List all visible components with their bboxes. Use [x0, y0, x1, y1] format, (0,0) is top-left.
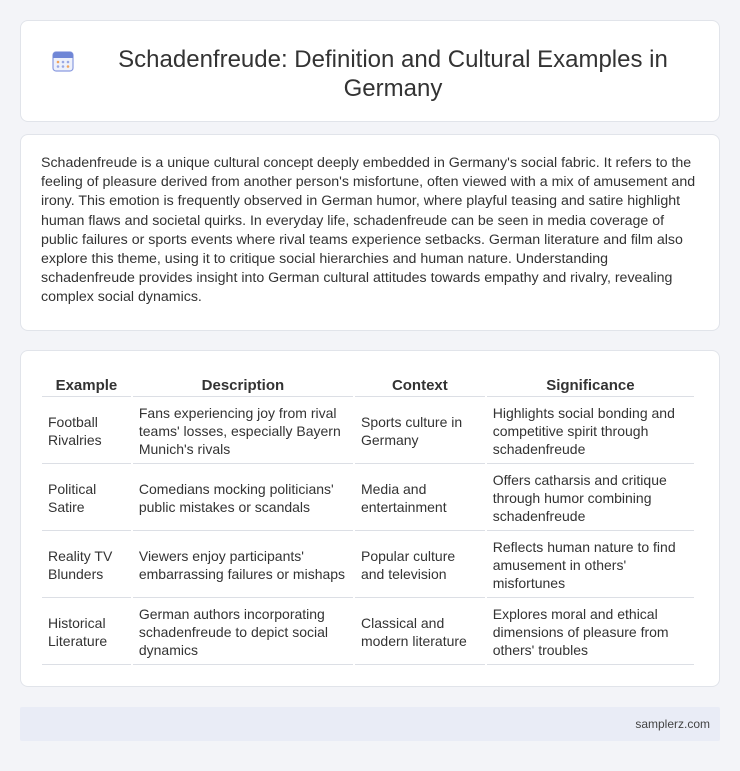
- cell-example: Reality TV Blunders: [42, 531, 131, 598]
- header-significance: Significance: [487, 371, 694, 397]
- table-card: [20, 350, 720, 687]
- table-header-row: [42, 371, 694, 397]
- header-description: Description: [133, 371, 353, 397]
- cell-example: Historical Literature: [42, 598, 131, 665]
- cell-description: Fans experiencing joy from rival teams' losses, especially Bayern Munich's rivals: [133, 397, 353, 464]
- header-example: Example: [42, 371, 131, 397]
- cell-context: Classical and modern literature: [355, 598, 485, 665]
- page-title: Schadenfreude: Definition and Cultural Examples in Germany: [118, 46, 668, 102]
- title-row: [21, 21, 719, 103]
- examples-table: [40, 371, 696, 665]
- cell-description: Comedians mocking politicians' public mistakes or scandals: [133, 464, 353, 531]
- header-context: Context: [355, 371, 485, 397]
- footer-bar: [20, 707, 720, 741]
- table-row: [42, 397, 694, 464]
- cell-description: Viewers enjoy participants' embarrassing failures or mishaps: [133, 531, 353, 598]
- intro-paragraph: Schadenfreude is a unique cultural concept deeply embedded in Germany's social fabric. It refers to the feeling of pleasure derived from another person's misfortune, often viewed with a mix of amusement and irony. This emotion is frequently observed in German humor, where playful teasing and satire highlight human flaws and societal quirks. In everyday life, schadenfreude can be seen in media coverage of public failures or sports events where rival teams experience setbacks. German literature and film also explore this theme, using it to critique social hierarchies and human nature. Understanding schadenfreude provides insight into German cultural attitudes towards empathy and rivalry, revealing complex social dynamics.: [41, 155, 696, 306]
- table-row: [42, 531, 694, 598]
- table-row: [42, 464, 694, 531]
- cell-example: Football Rivalries: [42, 397, 131, 464]
- table-row: [42, 598, 694, 665]
- cell-significance: Offers catharsis and critique through humor combining schadenfreude: [487, 464, 694, 531]
- footer-site-link[interactable]: samplerz.com: [635, 717, 710, 731]
- calendar-icon: [51, 49, 75, 73]
- cell-context: Sports culture in Germany: [355, 397, 485, 464]
- cell-significance: Explores moral and ethical dimensions of pleasure from others' troubles: [487, 598, 694, 665]
- cell-context: Popular culture and television: [355, 531, 485, 598]
- cell-significance: Reflects human nature to find amusement in others' misfortunes: [487, 531, 694, 598]
- title-card: [20, 20, 720, 122]
- cell-example: Political Satire: [42, 464, 131, 531]
- cell-significance: Highlights social bonding and competitive spirit through schadenfreude: [487, 397, 694, 464]
- cell-description: German authors incorporating schadenfreude to depict social dynamics: [133, 598, 353, 665]
- intro-card: [20, 134, 720, 331]
- cell-context: Media and entertainment: [355, 464, 485, 531]
